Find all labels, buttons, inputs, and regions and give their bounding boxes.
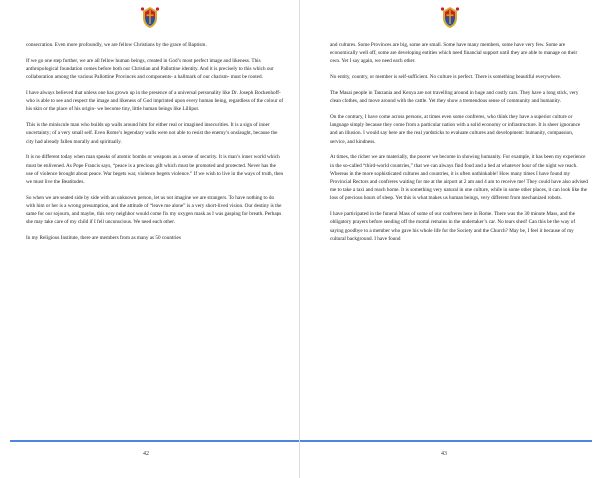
paragraph: At times, the richer we are materially, the poorer we become in showing humanity. For example, it has been my experience in the so-called “third-world countries,” that we can always find food and a bed at whatever hour of the night we reach. Whereas in the more sophisticated cultures and countries, it is often unthinkable! How many times I have found my Provincial Rectors and confreres waiting for me at the airport at 2 am and 4 am to receive me! They could have also advised me to take a taxi and reach home. It is something very natural in one culture, while in some other places, it can look like the loss of precious hours of sleep. Yet this is what makes us human beings, very different from mechanized robots.	[330, 154, 588, 202]
paragraph: This is the miniscule man who builds up walls around him for either real or imagined insecurities. It is a sign of inner uncertainty; of a very small self. Even Rome’s legendary walls were not able to resist the enemy’s onslaught, because the city had already fallen morally and spiritually.	[26, 122, 278, 145]
paragraph: It is no different today when man speaks of atomic bombs or weapons as a sense of security. It is man’s inner world which must be enlivened. As Pope Francis says, “peace is a precious gift which must be promoted and protected. Never has the use of violence brought about peace. War begets war, violence begets violence.” If we wish to live in the ways of truth, then we must live the Beatitudes.	[26, 154, 284, 186]
paragraph: The Masai people in Tanzania and Kenya are not travelling around in huge and costly cars. They have a long stick, very clean clothes, and move around with the cattle. Yet they show a tremendous sense of community and humanity.	[330, 90, 579, 105]
paragraph: So when we are seated side by side with an unknown person, let us not imagine we are strangers. To have nothing to do with him or her is a wrong presumption, and the attitude of “leave me alone” is a very short-lived vision. Our destiny is the same for our sojourn, and maybe, this very neighbor would come fix my oxygen mask as I was gasping for breath. Perhaps she may take care of my child if I fell unconscious. We need each other.	[26, 194, 282, 226]
page-rule	[300, 440, 592, 442]
page-number: 42	[143, 451, 149, 457]
paragraph: No entity, country, or member is self-sufficient. No culture is perfect. There is something beautiful everywhere.	[330, 74, 562, 81]
right-page-body	[330, 41, 588, 251]
left-page-body	[26, 41, 284, 250]
paragraph: I have always believed that unless one has grown up in the presence of a universal personality like Dr. Joseph Bockenhoff- who is able to see and respect the image and likeness of God imprinted upon every human being, regardless of the colour of his skin or the place of his origin- we become tiny, little human beings like Lilliput.	[26, 90, 284, 113]
paragraph: On the contrary, I have come across persons, at times even some confreres, who think they have a superior culture or language simply because they come from a particular nation with a solid economy or infrastructure. It is sheer ignorance and an illusion. I would say here are the real yardsticks to evaluate cultures and development: humanity, compassion, service, and kindness.	[330, 114, 581, 145]
page-rule	[10, 440, 300, 442]
paragraph: consecration. Even more profoundly, we are fellow Christians by the grace of Baptism.	[26, 42, 207, 48]
paragraph: I have participated in the funeral Mass of some of our confreres here in Rome. There was the 30 minute Mass, and the obligatory prayers before sending off the mortal remains in the undertaker’s car. No tears shed! Can this be the way of saying goodbye to a member who gave his whole life for the Society and the Church? May be, I feel it because of my cultural background. I have found	[330, 211, 576, 242]
paragraph: and cultures. Some Provinces are big, some are small. Some have many members, some have very few. Some are economically well off, some are developing entities which need financial support until they are able to manage on their own. Yet I say again, we need each other.	[330, 42, 578, 65]
coat-of-arms-icon	[140, 5, 160, 29]
right-page	[300, 0, 600, 478]
paragraph: If we go one step further, we are all fellow human beings, created in God’s most perfect image and likeness. This anthropological foundation comes before both our Christian and Pallottine identity. And it is precisely to this which our collaboration among the various Pallottine Provinces and components- a hallmark of our charism- must be rooted.	[26, 57, 274, 81]
page-number: 43	[441, 451, 447, 457]
coat-of-arms-icon	[440, 5, 460, 29]
paragraph: In my Religious Institute, there are members from as many as 50 countries	[26, 235, 181, 242]
